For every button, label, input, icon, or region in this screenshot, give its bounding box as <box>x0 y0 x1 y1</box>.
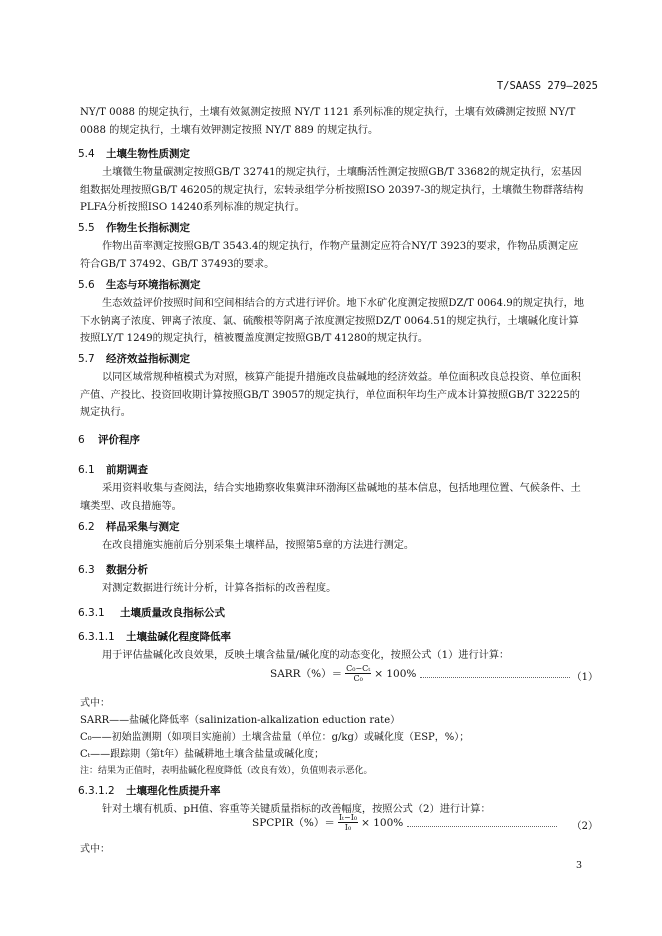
chapter-title: 评价程序 <box>98 434 140 446</box>
note: 注：结果为正值时，表明盐碱化程度降低（改良有效），负值则表示恶化。 <box>80 766 373 776</box>
formula-fraction <box>338 813 358 832</box>
dot-leader <box>407 818 557 827</box>
formula-fraction <box>345 664 371 683</box>
definition-ct: Cₜ——跟踪期（第t年）盐碱耕地土壤含盐量或碱化度； <box>80 749 325 760</box>
section-title: 土壤质量改良指标公式 <box>120 607 225 619</box>
section-6-3-text: 对测定数据进行统计分析，计算各指标的改善程度。 <box>102 583 337 594</box>
formula-tail: × 100% <box>374 667 417 680</box>
where-label: 式中： <box>80 698 110 709</box>
section-6-3-1-heading <box>78 605 225 620</box>
where-label-2: 式中： <box>80 844 110 855</box>
section-number: 5.7 <box>78 353 95 365</box>
fraction-numerator: C₀−Cₜ <box>346 664 371 673</box>
fraction-denominator: I₀ <box>344 823 352 832</box>
formula-2 <box>252 813 557 832</box>
section-number: 5.5 <box>78 222 95 234</box>
section-title: 生态与环境指标测定 <box>106 279 201 291</box>
section-title: 样品采集与测定 <box>106 521 180 533</box>
section-5-5-text: 作物出苗率测定按照GB/T 3543.4的规定执行，作物产量测定应符合NY/T 3923的要求，作物品质测定应符合GB/T 37492、GB/T 37493的要求。 <box>80 241 579 270</box>
section-6-3-heading <box>78 562 148 577</box>
section-title: 土壤理化性质提升率 <box>126 785 221 797</box>
formula-lhs: SARR（%）＝ <box>270 668 343 680</box>
section-5-7-text: 以同区域常规种植模式为对照，核算产能提升措施改良盐碱地的经济效益。单位面积改良总投资、单位面积产值、产投比、投资回收期计算按照GB/T 39057的规定执行，单位面积年均生产成本计算按照GB/T 32225的规定执行。 <box>80 372 581 418</box>
section-number: 5.4 <box>78 148 95 160</box>
section-6-1-heading <box>78 462 148 477</box>
formula-1 <box>270 664 570 683</box>
equation-number-2: （2） <box>571 821 598 832</box>
equation-number-1: （1） <box>571 672 598 683</box>
section-5-7-heading <box>78 351 190 366</box>
section-title: 前期调查 <box>106 464 148 476</box>
formula-lhs: SPCPIR（%）＝ <box>252 817 335 829</box>
fraction-denominator: C₀ <box>353 674 363 683</box>
section-5-5-heading <box>78 220 190 235</box>
section-number: 6.3.1.2 <box>78 785 115 797</box>
definition-sarr: SARR——盐碱化降低率（salinization-alkalization eduction rate） <box>80 715 401 726</box>
section-6-1-text: 采用资料收集与查阅法，结合实地勘察收集冀津环渤海区盐碱地的基本信息，包括地理位置、气候条件、土壤类型、改良措施等。 <box>80 483 581 512</box>
section-title: 经济效益指标测定 <box>106 353 190 365</box>
section-number: 5.6 <box>78 279 95 291</box>
fraction-numerator: Iₜ−I₀ <box>338 813 358 822</box>
section-title: 土壤生物性质测定 <box>106 148 190 160</box>
formula-tail: × 100% <box>361 816 404 829</box>
section-title: 作物生长指标测定 <box>106 222 190 234</box>
chapter-6-heading <box>78 432 140 447</box>
section-title: 数据分析 <box>106 564 148 576</box>
page-number: 3 <box>575 860 582 871</box>
section-number: 6.3 <box>78 564 95 576</box>
section-6-2-heading <box>78 519 180 534</box>
section-6-3-1-1-text: 用于评估盐碱化改良效果，反映土壤含盐量/碱化度的动态变化，按照公式（1）进行计算： <box>102 650 510 661</box>
section-title: 土壤盐碱化程度降低率 <box>126 631 231 643</box>
section-number: 6.2 <box>78 521 95 533</box>
section-5-6-text: 生态效益评价按照时间和空间相结合的方式进行评价。地下水矿化度测定按照DZ/T 0064.9的规定执行，地下水钠离子浓度、钾离子浓度、氯、硫酸根等阴离子浓度测定按照DZ/T 0064.51的规定执行，土壤碱化度计算按照LY/T 1249的规定执行，植被覆盖度测定按照GB/T 41280的规定执行。 <box>80 298 585 344</box>
dot-leader <box>420 669 570 678</box>
standard-number: T/SAASS 279—2025 <box>496 80 598 92</box>
section-number: 6.1 <box>78 464 95 476</box>
section-5-4-text: 土壤微生物量碳测定按照GB/T 32741的规定执行，土壤酶活性测定按照GB/T 33682的规定执行，宏基因组数据处理按照GB/T 46205的规定执行，宏转录组学分析按照ISO 20397-3的规定执行，土壤微生物群落结构PLFA分析按照ISO 14240系列标准的规定执行。 <box>80 167 584 213</box>
section-number: 6.3.1 <box>78 607 105 619</box>
definition-c0: C₀——初始监测期（如项目实施前）土壤含盐量（单位：g/kg）或碱化度（ESP，%）； <box>80 732 470 743</box>
section-6-3-1-1-heading <box>78 629 231 644</box>
section-5-4-heading <box>78 146 190 161</box>
chapter-number: 6 <box>78 434 85 446</box>
section-6-3-1-2-heading <box>78 783 221 798</box>
section-6-2-text: 在改良措施实施前后分别采集土壤样品，按照第5章的方法进行测定。 <box>102 540 415 551</box>
section-number: 6.3.1.1 <box>78 631 115 643</box>
intro-paragraph: NY/T 0088 的规定执行，土壤有效氮测定按照 NY/T 1121 系列标准的规定执行，土壤有效磷测定按照 NY/T 0088 的规定执行，土壤有效钾测定按照 NY/T 889 的规定执行。 <box>80 107 576 136</box>
section-5-6-heading <box>78 277 201 292</box>
section-6-3-1-2-text: 针对土壤有机质、pH值、容重等关键质量指标的改善幅度，按照公式（2）进行计算： <box>102 804 491 815</box>
